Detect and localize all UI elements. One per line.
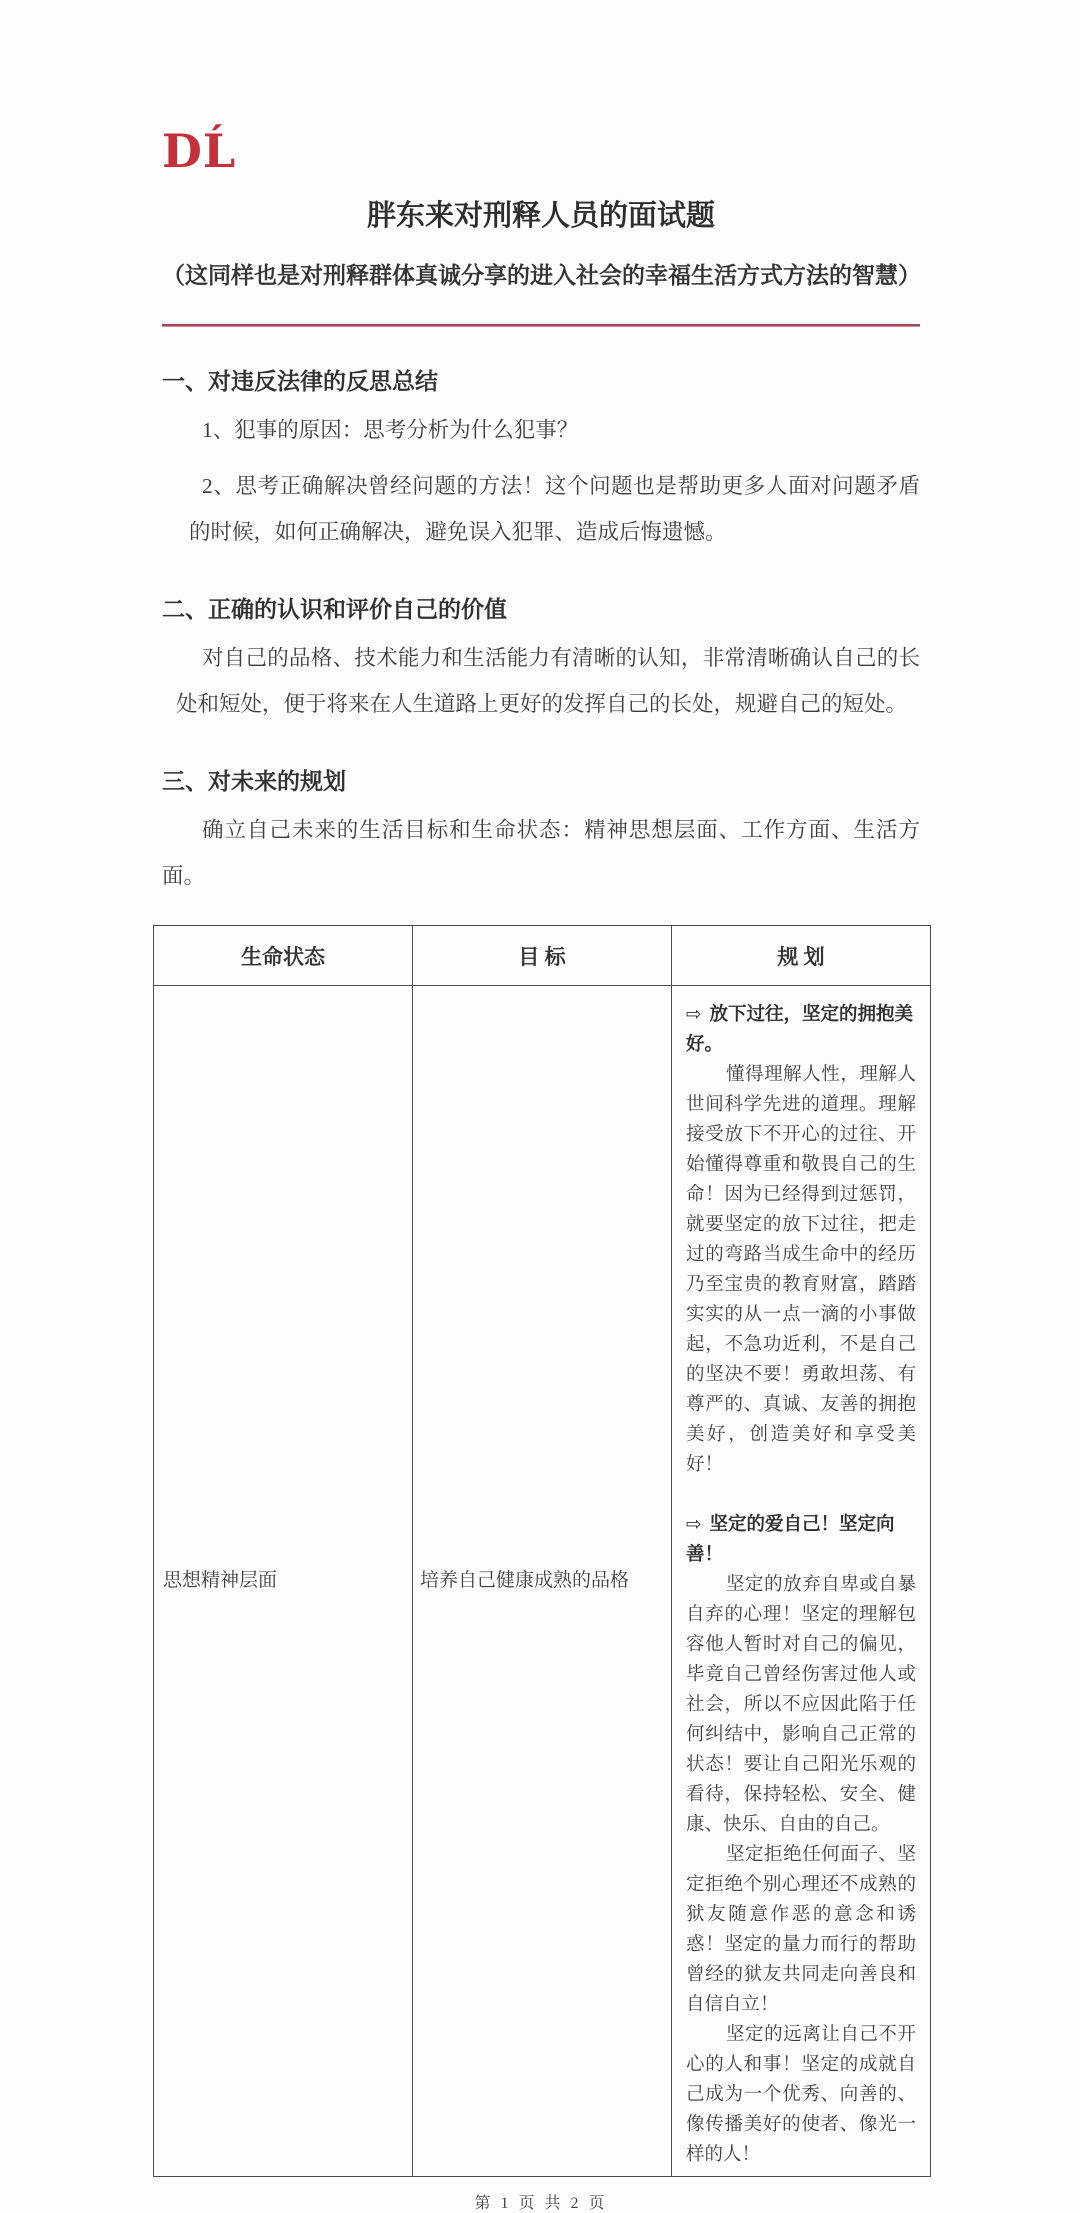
table-row (154, 986, 931, 2177)
plan-bullet-1-title (686, 1000, 916, 1060)
plan-bullet-2-body-1: 坚定的放弃自卑或自暴自弃的心理！坚定的理解包容他人暂时对自己的偏见，毕竟自己曾经伤害过他人或社会，所以不应因此陷于任何纠结中，影响自己正常的状态！要让自己阳光乐观的看待，保持轻松、安全、健康、快乐、自由的自己。 (686, 1575, 916, 1835)
cell-life-state: 思想精神层面 (154, 986, 413, 2177)
column-header-plan: 规 划 (672, 926, 931, 986)
section-3-heading: 三、对未来的规划 (162, 769, 346, 794)
dl-logo: DĹ (162, 124, 237, 178)
section-2-paragraph: 对自己的品格、技术能力和生活能力有清晰的认知，非常清晰确认自己的长处和短处，便于将来在人生道路上更好的发挥自己的长处，规避自己的短处。 (176, 646, 920, 716)
section-1-item-2: 2、思考正确解决曾经问题的方法！这个问题也是帮助更多人面对问题矛盾的时候，如何正确解决，避免误入犯罪、造成后悔遗憾。 (189, 474, 920, 544)
table-header-row (154, 926, 931, 986)
plan-bullet-2-title (686, 1510, 916, 1570)
page-number-footer: 第 1 页 共 2 页 (474, 2195, 608, 2212)
plan-bullet-2-title-text: 坚定的爱自己！坚定向善！ (686, 1515, 895, 1565)
section-future-plan (162, 767, 920, 899)
cell-goal: 培养自己健康成熟的品格 (413, 986, 672, 2177)
plan-bullet-2-body-2: 坚定拒绝任何面子、坚定拒绝个别心理还不成熟的狱友随意作恶的意念和诱惑！坚定的量力而行的帮助曾经的狱友共同走向善良和自信自立！ (686, 1845, 916, 2015)
right-arrow-icon: ⇨ (686, 1004, 702, 1025)
document-subtitle: （这同样也是对刑释群体真诚分享的进入社会的幸福生活方式方法的智慧） (162, 263, 921, 288)
section-3-paragraph: 确立自己未来的生活目标和生命状态：精神思想层面、工作方面、生活方面。 (162, 818, 920, 888)
plan-bullet-2-body-3: 坚定的远离让自己不开心的人和事！坚定的成就自己成为一个优秀、向善的、像传播美好的使者、像光一样的人！ (686, 2025, 916, 2165)
plan-bullet-1-body: 懂得理解人性，理解人世间科学先进的道理。理解接受放下不开心的过往、开始懂得尊重和敬畏自己的生命！因为已经得到过惩罚，就要坚定的放下过往，把走过的弯路当成生命中的经历乃至宝贵的教育财富，踏踏实实的从一点一滴的小事做起，不急功近利，不是自己的坚决不要！勇敢坦荡、有尊严的、真诚、友善的拥抱美好，创造美好和享受美好！ (686, 1065, 916, 1475)
section-self-evaluation (162, 595, 920, 727)
document-title: 胖东来对刑释人员的面试题 (366, 200, 715, 232)
section-1-heading: 一、对违反法律的反思总结 (162, 369, 438, 394)
section-law-reflection (162, 367, 920, 555)
red-divider-line (162, 324, 920, 327)
right-arrow-icon: ⇨ (686, 1514, 702, 1535)
section-1-item-1: 1、犯事的原因：思考分析为什么犯事？ (202, 418, 579, 442)
cell-plan (672, 986, 931, 2177)
column-header-life-state: 生命状态 (154, 926, 413, 986)
section-2-heading: 二、正确的认识和评价自己的价值 (162, 597, 507, 622)
plan-bullet-1-title-text: 放下过往，坚定的拥抱美好。 (686, 1005, 914, 1055)
life-plan-table (153, 925, 931, 2177)
column-header-goal: 目 标 (413, 926, 672, 986)
